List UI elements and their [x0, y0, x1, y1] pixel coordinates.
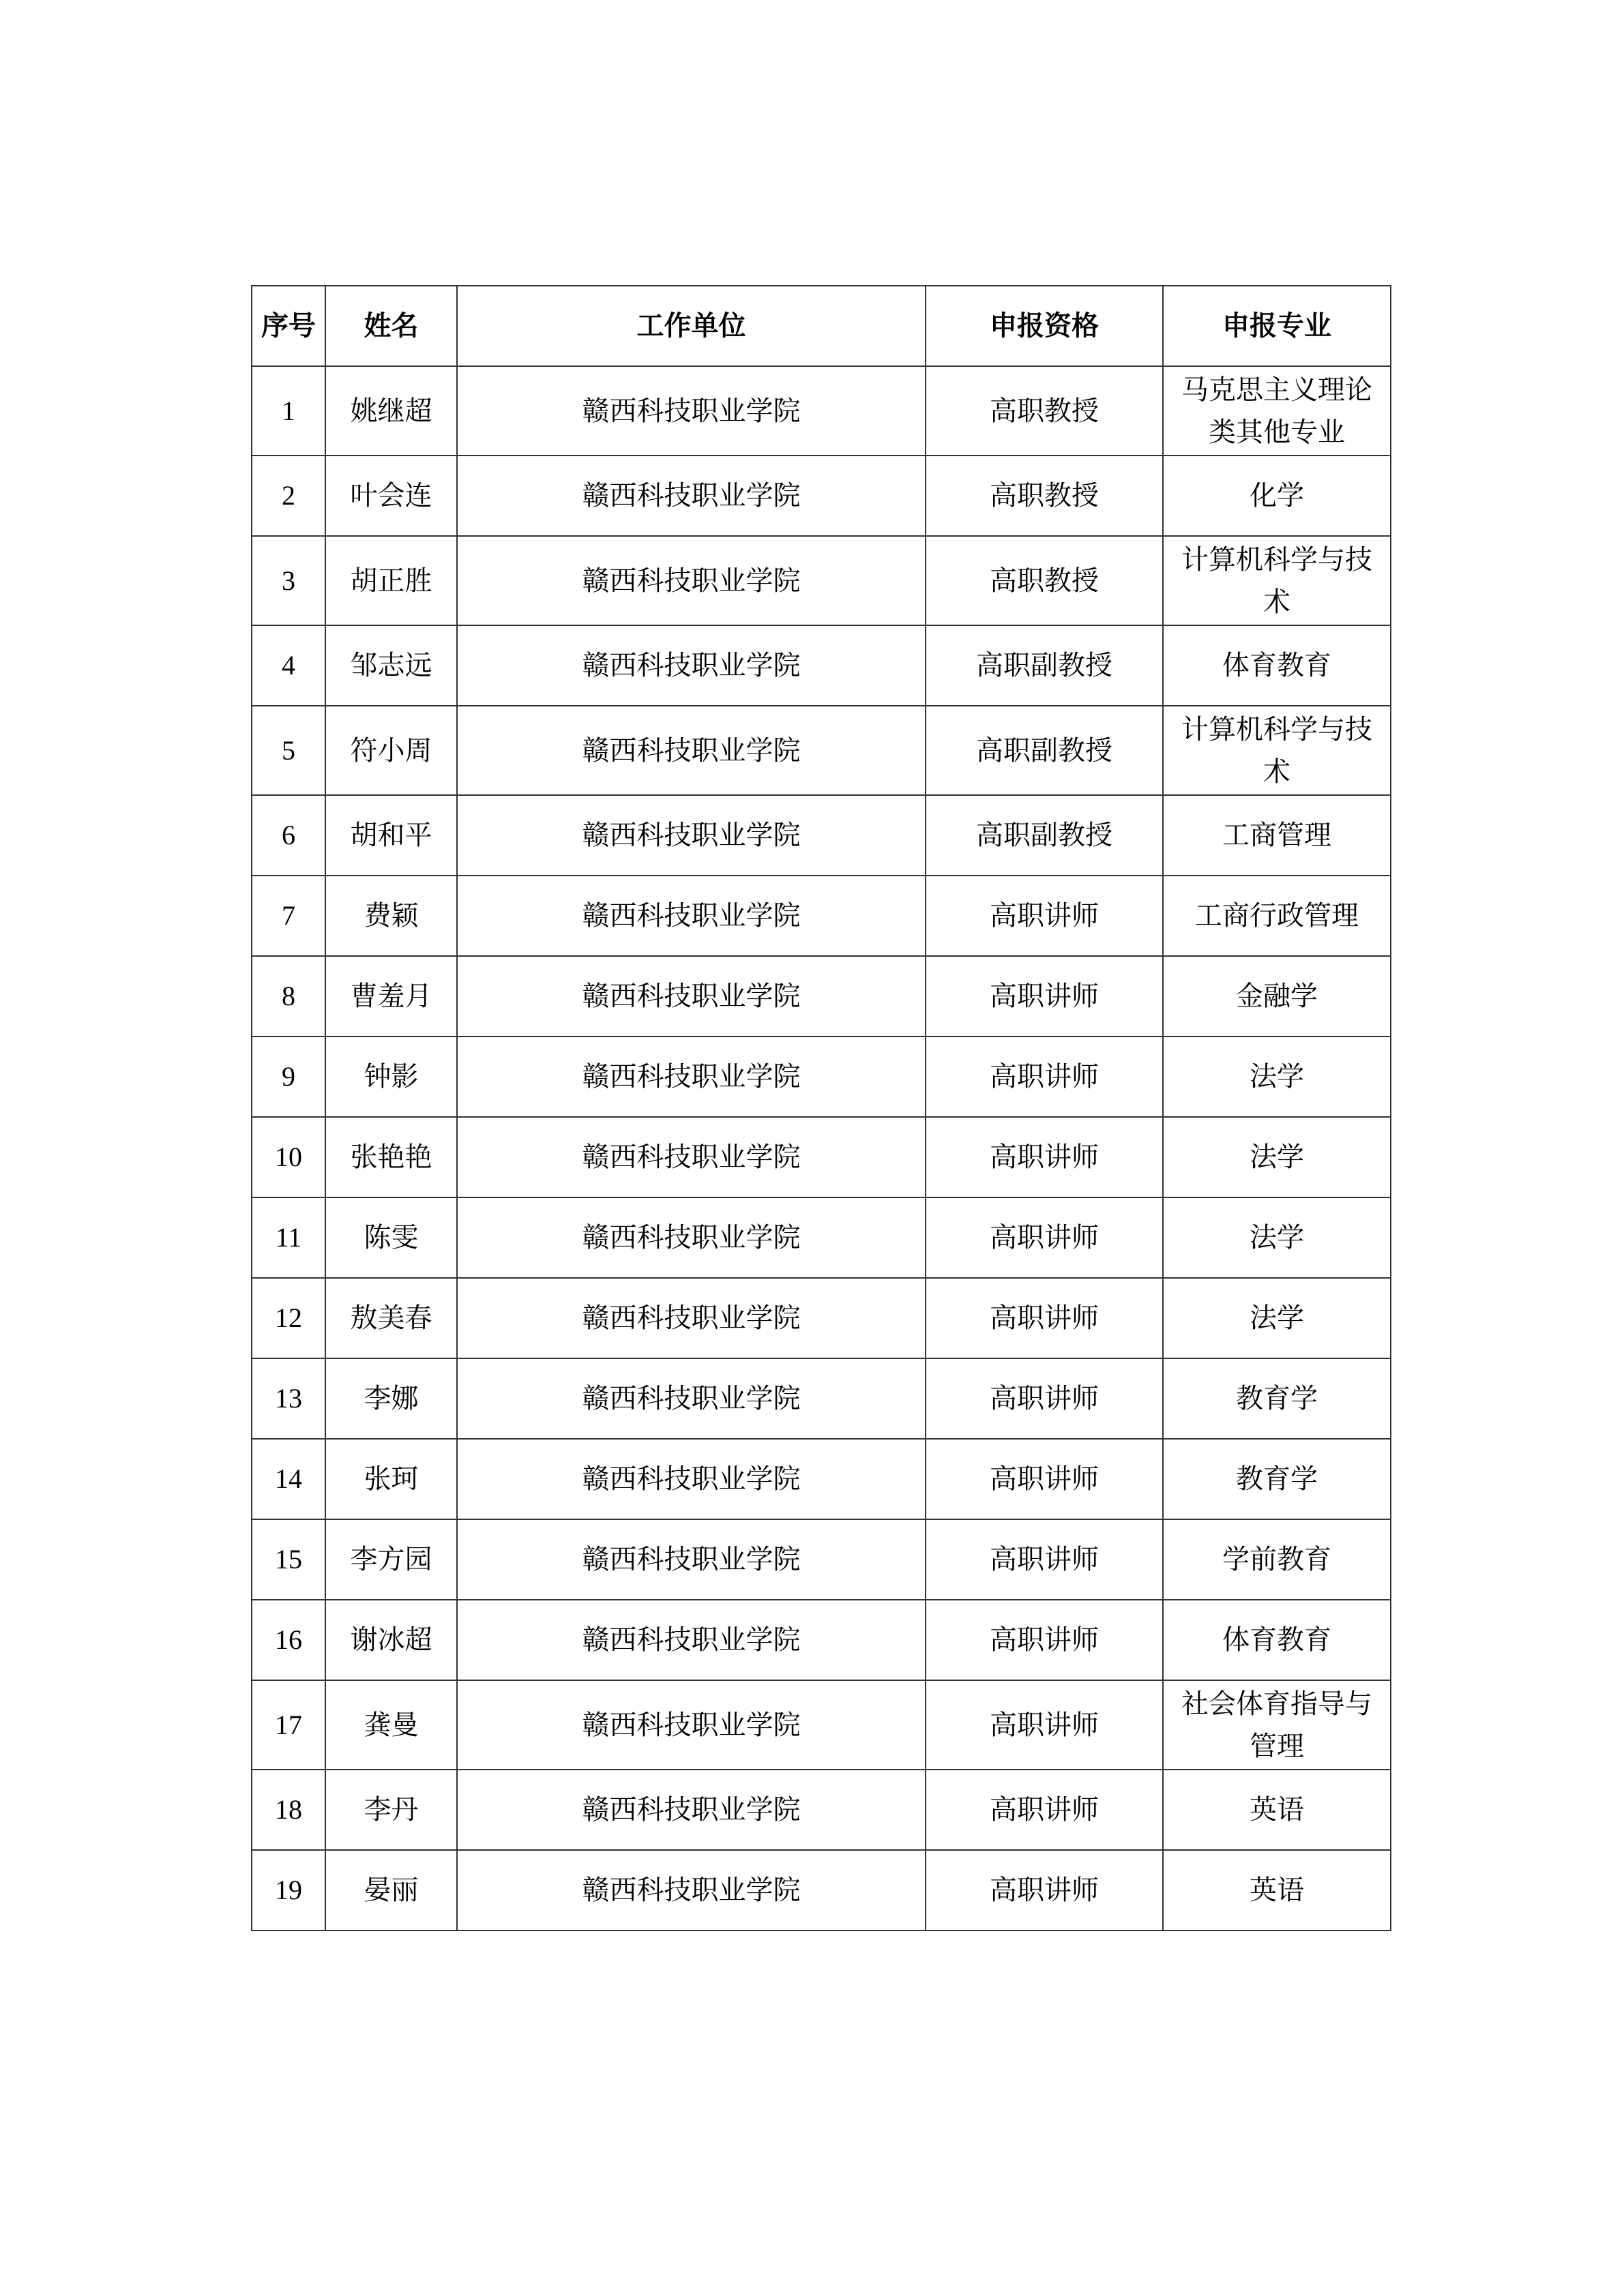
cell-no: 13	[252, 1358, 325, 1439]
cell-no: 16	[252, 1600, 325, 1680]
header-no: 序号	[252, 286, 325, 366]
cell-name: 李娜	[325, 1358, 457, 1439]
cell-unit: 赣西科技职业学院	[457, 1439, 926, 1519]
table-row	[252, 1519, 1391, 1600]
cell-no: 11	[252, 1197, 325, 1278]
cell-name: 李方园	[325, 1519, 457, 1600]
table-row	[252, 956, 1391, 1037]
cell-name: 费颖	[325, 876, 457, 956]
table-row	[252, 1358, 1391, 1439]
cell-qualification: 高职讲师	[926, 1358, 1163, 1439]
table-body	[252, 366, 1391, 1930]
cell-qualification: 高职副教授	[926, 706, 1163, 795]
cell-unit: 赣西科技职业学院	[457, 456, 926, 536]
cell-qualification: 高职教授	[926, 366, 1163, 456]
applicant-table-container	[251, 285, 1390, 1931]
cell-name: 谢冰超	[325, 1600, 457, 1680]
cell-major: 教育学	[1163, 1358, 1391, 1439]
cell-unit: 赣西科技职业学院	[457, 1037, 926, 1117]
cell-major: 社会体育指导与管理	[1163, 1680, 1391, 1770]
cell-major: 工商行政管理	[1163, 876, 1391, 956]
cell-name: 胡和平	[325, 795, 457, 876]
cell-unit: 赣西科技职业学院	[457, 876, 926, 956]
cell-no: 7	[252, 876, 325, 956]
cell-no: 12	[252, 1278, 325, 1358]
table-row	[252, 1278, 1391, 1358]
table-row	[252, 1600, 1391, 1680]
cell-name: 符小周	[325, 706, 457, 795]
cell-name: 叶会连	[325, 456, 457, 536]
header-major: 申报专业	[1163, 286, 1391, 366]
cell-unit: 赣西科技职业学院	[457, 795, 926, 876]
cell-no: 18	[252, 1770, 325, 1850]
cell-major: 计算机科学与技术	[1163, 536, 1391, 625]
cell-unit: 赣西科技职业学院	[457, 956, 926, 1037]
cell-qualification: 高职讲师	[926, 1519, 1163, 1600]
table-row	[252, 1439, 1391, 1519]
applicant-table	[251, 285, 1391, 1931]
cell-unit: 赣西科技职业学院	[457, 536, 926, 625]
cell-no: 17	[252, 1680, 325, 1770]
cell-qualification: 高职教授	[926, 456, 1163, 536]
cell-major: 英语	[1163, 1850, 1391, 1930]
cell-qualification: 高职讲师	[926, 1439, 1163, 1519]
cell-name: 钟影	[325, 1037, 457, 1117]
cell-major: 法学	[1163, 1197, 1391, 1278]
header-qualification: 申报资格	[926, 286, 1163, 366]
cell-qualification: 高职讲师	[926, 1037, 1163, 1117]
cell-qualification: 高职讲师	[926, 1680, 1163, 1770]
cell-major: 金融学	[1163, 956, 1391, 1037]
cell-name: 敖美春	[325, 1278, 457, 1358]
cell-qualification: 高职讲师	[926, 876, 1163, 956]
table-row	[252, 625, 1391, 706]
table-row	[252, 456, 1391, 536]
header-name: 姓名	[325, 286, 457, 366]
cell-name: 张珂	[325, 1439, 457, 1519]
cell-major: 工商管理	[1163, 795, 1391, 876]
cell-unit: 赣西科技职业学院	[457, 1850, 926, 1930]
cell-name: 胡正胜	[325, 536, 457, 625]
cell-qualification: 高职副教授	[926, 625, 1163, 706]
table-header	[252, 286, 1391, 366]
cell-no: 10	[252, 1117, 325, 1197]
table-row	[252, 1197, 1391, 1278]
cell-qualification: 高职讲师	[926, 1117, 1163, 1197]
table-row	[252, 1850, 1391, 1930]
cell-major: 体育教育	[1163, 625, 1391, 706]
cell-qualification: 高职讲师	[926, 1197, 1163, 1278]
header-unit: 工作单位	[457, 286, 926, 366]
cell-no: 3	[252, 536, 325, 625]
cell-major: 体育教育	[1163, 1600, 1391, 1680]
cell-unit: 赣西科技职业学院	[457, 625, 926, 706]
cell-qualification: 高职副教授	[926, 795, 1163, 876]
cell-unit: 赣西科技职业学院	[457, 1117, 926, 1197]
cell-qualification: 高职教授	[926, 536, 1163, 625]
cell-no: 15	[252, 1519, 325, 1600]
cell-name: 晏丽	[325, 1850, 457, 1930]
cell-major: 马克思主义理论类其他专业	[1163, 366, 1391, 456]
cell-name: 龚曼	[325, 1680, 457, 1770]
cell-name: 姚继超	[325, 366, 457, 456]
cell-major: 法学	[1163, 1117, 1391, 1197]
cell-unit: 赣西科技职业学院	[457, 1197, 926, 1278]
cell-major: 教育学	[1163, 1439, 1391, 1519]
cell-qualification: 高职讲师	[926, 1278, 1163, 1358]
cell-unit: 赣西科技职业学院	[457, 366, 926, 456]
cell-unit: 赣西科技职业学院	[457, 706, 926, 795]
cell-no: 19	[252, 1850, 325, 1930]
table-row	[252, 706, 1391, 795]
cell-major: 法学	[1163, 1037, 1391, 1117]
cell-major: 学前教育	[1163, 1519, 1391, 1600]
table-row	[252, 1037, 1391, 1117]
table-row	[252, 1680, 1391, 1770]
cell-no: 2	[252, 456, 325, 536]
cell-no: 5	[252, 706, 325, 795]
table-row	[252, 1770, 1391, 1850]
cell-no: 6	[252, 795, 325, 876]
cell-no: 9	[252, 1037, 325, 1117]
cell-name: 邹志远	[325, 625, 457, 706]
table-row	[252, 795, 1391, 876]
cell-name: 陈雯	[325, 1197, 457, 1278]
cell-no: 1	[252, 366, 325, 456]
cell-unit: 赣西科技职业学院	[457, 1680, 926, 1770]
cell-qualification: 高职讲师	[926, 1600, 1163, 1680]
cell-no: 8	[252, 956, 325, 1037]
cell-name: 曹羞月	[325, 956, 457, 1037]
cell-unit: 赣西科技职业学院	[457, 1358, 926, 1439]
cell-major: 英语	[1163, 1770, 1391, 1850]
cell-major: 计算机科学与技术	[1163, 706, 1391, 795]
cell-qualification: 高职讲师	[926, 1850, 1163, 1930]
cell-qualification: 高职讲师	[926, 956, 1163, 1037]
cell-unit: 赣西科技职业学院	[457, 1519, 926, 1600]
table-row	[252, 366, 1391, 456]
cell-unit: 赣西科技职业学院	[457, 1278, 926, 1358]
table-row	[252, 536, 1391, 625]
cell-unit: 赣西科技职业学院	[457, 1770, 926, 1850]
header-row	[252, 286, 1391, 366]
cell-no: 14	[252, 1439, 325, 1519]
cell-name: 张艳艳	[325, 1117, 457, 1197]
table-row	[252, 1117, 1391, 1197]
cell-qualification: 高职讲师	[926, 1770, 1163, 1850]
cell-name: 李丹	[325, 1770, 457, 1850]
cell-major: 化学	[1163, 456, 1391, 536]
cell-no: 4	[252, 625, 325, 706]
cell-major: 法学	[1163, 1278, 1391, 1358]
cell-unit: 赣西科技职业学院	[457, 1600, 926, 1680]
table-row	[252, 876, 1391, 956]
